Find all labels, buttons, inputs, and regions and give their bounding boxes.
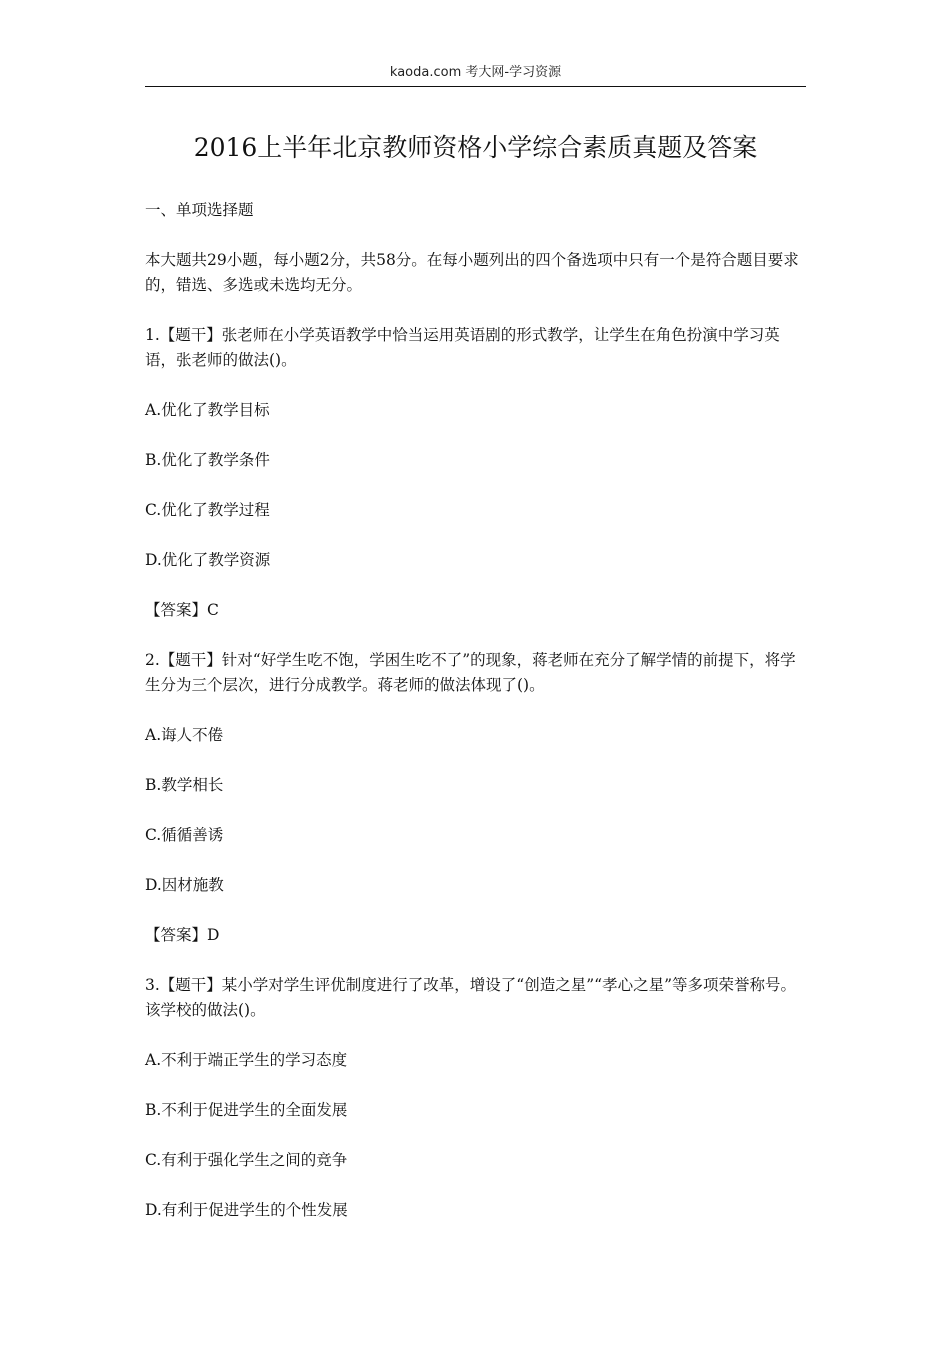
question-1-option-d: D.优化了教学资源 <box>145 551 271 569</box>
question-2-option-d: D.因材施教 <box>145 876 224 894</box>
question-2-option-b: B.教学相长 <box>145 776 224 794</box>
header-divider <box>145 86 806 87</box>
question-3-option-a: A.不利于端正学生的学习态度 <box>145 1051 348 1069</box>
document-title: 2016上半年北京教师资格小学综合素质真题及答案 <box>193 133 758 162</box>
question-2-answer: 【答案】D <box>145 926 220 944</box>
site-header[interactable]: kaoda.com 考大网-学习资源 <box>389 65 562 80</box>
instructions: 本大题共29小题，每小题2分，共58分。在每小题列出的四个备选项中只有一个是符合题目要求的，错选、多选或未选均无分。 <box>145 251 799 294</box>
question-2-option-c: C.循循善诱 <box>145 826 224 844</box>
section-heading: 一、单项选择题 <box>145 201 254 219</box>
question-1-option-a: A.优化了教学目标 <box>145 401 270 419</box>
question-1-option-b: B.优化了教学条件 <box>145 451 270 469</box>
question-3-stem: 3.【题干】某小学对学生评优制度进行了改革，增设了“创造之星”“孝心之星”等多项荣誉称号。该学校的做法()。 <box>145 976 796 1019</box>
question-2-stem: 2.【题干】针对“好学生吃不饱，学困生吃不了”的现象，蒋老师在充分了解学情的前提下，将学生分为三个层次，进行分成教学。蒋老师的做法体现了()。 <box>145 651 796 694</box>
question-1-answer: 【答案】C <box>145 601 219 619</box>
question-3-option-d: D.有利于促进学生的个性发展 <box>145 1201 348 1219</box>
question-1-stem: 1.【题干】张老师在小学英语教学中恰当运用英语剧的形式教学，让学生在角色扮演中学习英语，张老师的做法()。 <box>145 326 780 369</box>
question-3-option-b: B.不利于促进学生的全面发展 <box>145 1101 348 1119</box>
question-3-option-c: C.有利于强化学生之间的竞争 <box>145 1151 348 1169</box>
question-2-option-a: A.诲人不倦 <box>145 726 224 744</box>
question-1-option-c: C.优化了教学过程 <box>145 501 270 519</box>
